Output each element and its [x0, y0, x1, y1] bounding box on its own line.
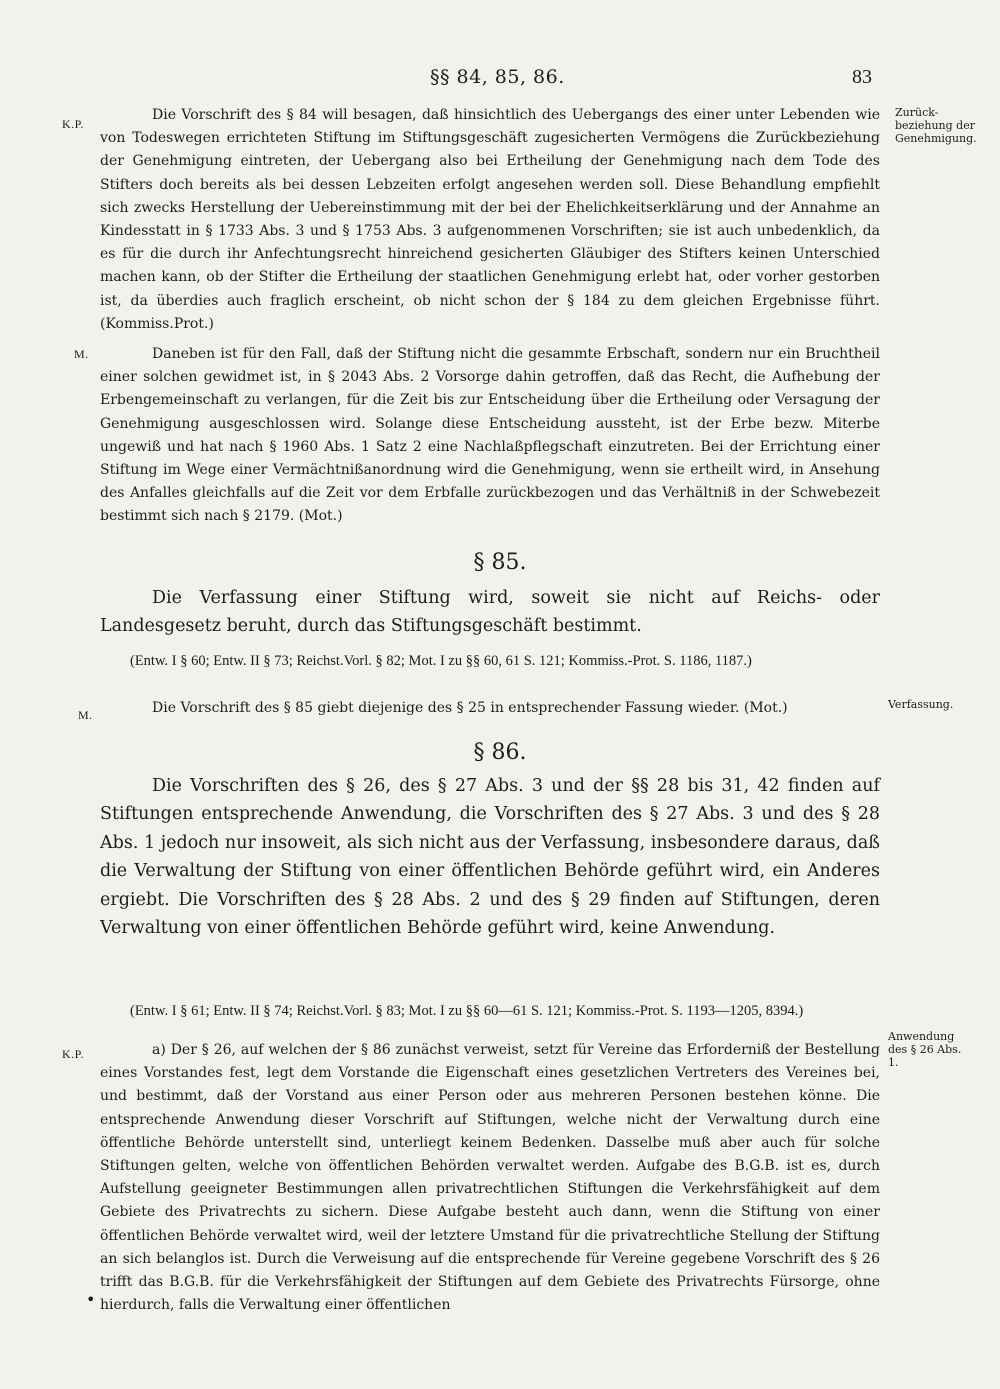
running-header	[0, 66, 1000, 96]
section-85-references: (Entw. I § 60; Entw. II § 73; Reichst.Vorl. § 82; Mot. I zu §§ 60, 61 S. 121; Kommiss.-Prot. S. 1186, 1187.)	[130, 653, 752, 669]
section-85-note: Die Vorschrift des § 85 giebt diejenige des § 25 in entsprechender Fassung wieder. (Mot.)	[152, 700, 788, 716]
section-86-references: (Entw. I § 61; Entw. II § 74; Reichst.Vorl. § 83; Mot. I zu §§ 60—61 S. 121; Kommiss.-Prot. S. 1193—1205, 8394.)	[130, 1003, 804, 1019]
header-sections: §§ 84, 85, 86.	[430, 66, 565, 88]
margin-note-zurueckbeziehung: Zurück-beziehung der Genehmigung.	[895, 106, 977, 145]
siglum-m-1: M.	[74, 347, 89, 361]
section-86-law-text: Die Vorschriften des § 26, des § 27 Abs. 3 und der §§ 28 bis 31, 42 finden auf Stiftungen entsprechende Anwendung, die Vorschriften des § 27 Abs. 3 und des § 28 Abs. 1 jedoch nur insoweit, als sich nicht aus der Verfassung, insbesondere daraus, daß die Verwaltung der Stiftung von einer öffentlichen Behörde geführt wird, ein Anderes ergiebt. Die Vorschriften des § 28 Abs. 2 und des § 29 finden auf Stiftungen, deren Verwaltung von einer öffentlichen Behörde geführt wird, keine Anwendung.	[100, 776, 880, 939]
margin-note-verfassung: Verfassung.	[888, 698, 954, 711]
commentary-paragraph-2: Daneben ist für den Fall, daß der Stiftung nicht die gesammte Erbschaft, sondern nur ein Bruchtheil einer solchen gewidmet ist, in § 2043 Abs. 2 Vorsorge dahin getroffen, daß das Recht, die Aufhebung der Erbengemeinschaft zu verlangen, für die Zeit bis zur Entscheidung über die Ertheilung oder Versagung der Genehmigung ausgeschlossen wird. Solange diese Entscheidung aussteht, ist der Erbe bezw. Miterbe ungewiß und hat nach § 1960 Abs. 1 Satz 2 eine Nachlaßpflegschaft einzutreten. Bei der Errichtung einer Stiftung im Wege einer Vermächtnißanordnung wird die Genehmigung, wenn sie ertheilt wird, in Ansehung des Anfalles gleichfalls auf die Zeit vor dem Erbfalle zurückbezogen und das Verhältniß in der Schwebezeit bestimmt sich nach § 2179. (Mot.)	[100, 346, 880, 525]
margin-dot-mark: •	[86, 1290, 96, 1309]
section-85-law-text: Die Verfassung einer Stiftung wird, soweit sie nicht auf Reichs- oder Landesgesetz beruht, durch das Stiftungsgeschäft bestimmt.	[100, 588, 880, 637]
page-number: 83	[852, 66, 872, 88]
section-86-note: a) Der § 26, auf welchen der § 86 zunächst verweist, setzt für Vereine das Erforderniß der Bestellung eines Vorstandes fest, legt dem Vorstande die Eigenschaft eines gesetzlichen Vertreters des Vereines bei, und bestimmt, daß der Vorstand aus einer Person oder aus mehreren Personen bestehen könne. Die entsprechende Anwendung dieser Vorschrift auf Stiftungen, welche nicht der Verwaltung durch eine öffentliche Behörde unterstellt sind, unterliegt keinem Bedenken. Dasselbe muß aber auch für solche Stiftungen gelten, welche von öffentlichen Behörden verwaltet werden. Aufgabe des B.G.B. ist es, durch Aufstellung geeigneter Bestimmungen allen privatrechtlichen Stiftungen die Verkehrsfähigkeit auf dem Gebiete des Privatrechts zu sichern. Diese Aufgabe besteht auch dann, wenn die Stiftung von einer öffentlichen Behörde verwaltet wird, weil der letztere Umstand für die privatrechtliche Stellung der Stiftung an sich belanglos ist. Durch die Verweisung auf die entsprechende für Vereine gegebene Vorschrift des § 26 trifft das B.G.B. für die Verkehrsfähigkeit der Stiftungen auf dem Gebiete des Privatrechts Fürsorge, ohne hierdurch, falls die Verwaltung einer öffentlichen	[100, 1042, 880, 1314]
section-85-heading: § 85.	[473, 550, 527, 575]
commentary-paragraph-1: Die Vorschrift des § 84 will besagen, daß hinsichtlich des Uebergangs des einer unter Lebenden wie von Todeswegen errichteten Stiftung im Stiftungsgeschäft zugesicherten Vermögens die Zurückbeziehung der Genehmigung eintreten, der Uebergang also bei Ertheilung der Genehmigung nach dem Tode des Stifters doch bereits als bei dessen Lebzeiten erfolgt angesehen werden soll. Diese Behandlung empfiehlt sich zwecks Herstellung der Uebereinstimmung mit der bei der Ehelichkeitserklärung und der Annahme an Kindesstatt in § 1733 Abs. 3 und § 1753 Abs. 3 aufgenommenen Vorschriften; sie ist auch unbedenklich, da es für die durch ihr Anfechtungsrecht hinreichend gesicherten Gläubiger des Stifters keinen Unterschied machen kann, ob der Stifter die Ertheilung der staatlichen Genehmigung erlebt hat, oder vorher gestorben ist, da überdies auch fraglich erscheint, ob nicht schon der § 184 zu dem gleichen Ergebnisse führt. (Kommiss.Prot.)	[100, 107, 880, 332]
siglum-kp-2: K.P.	[62, 1047, 85, 1061]
siglum-m-2: M.	[78, 708, 93, 722]
margin-note-anwendung: Anwendung des § 26 Abs. 1.	[888, 1030, 962, 1069]
siglum-kp-1: K.P.	[62, 117, 85, 131]
section-86-heading: § 86.	[473, 740, 527, 765]
